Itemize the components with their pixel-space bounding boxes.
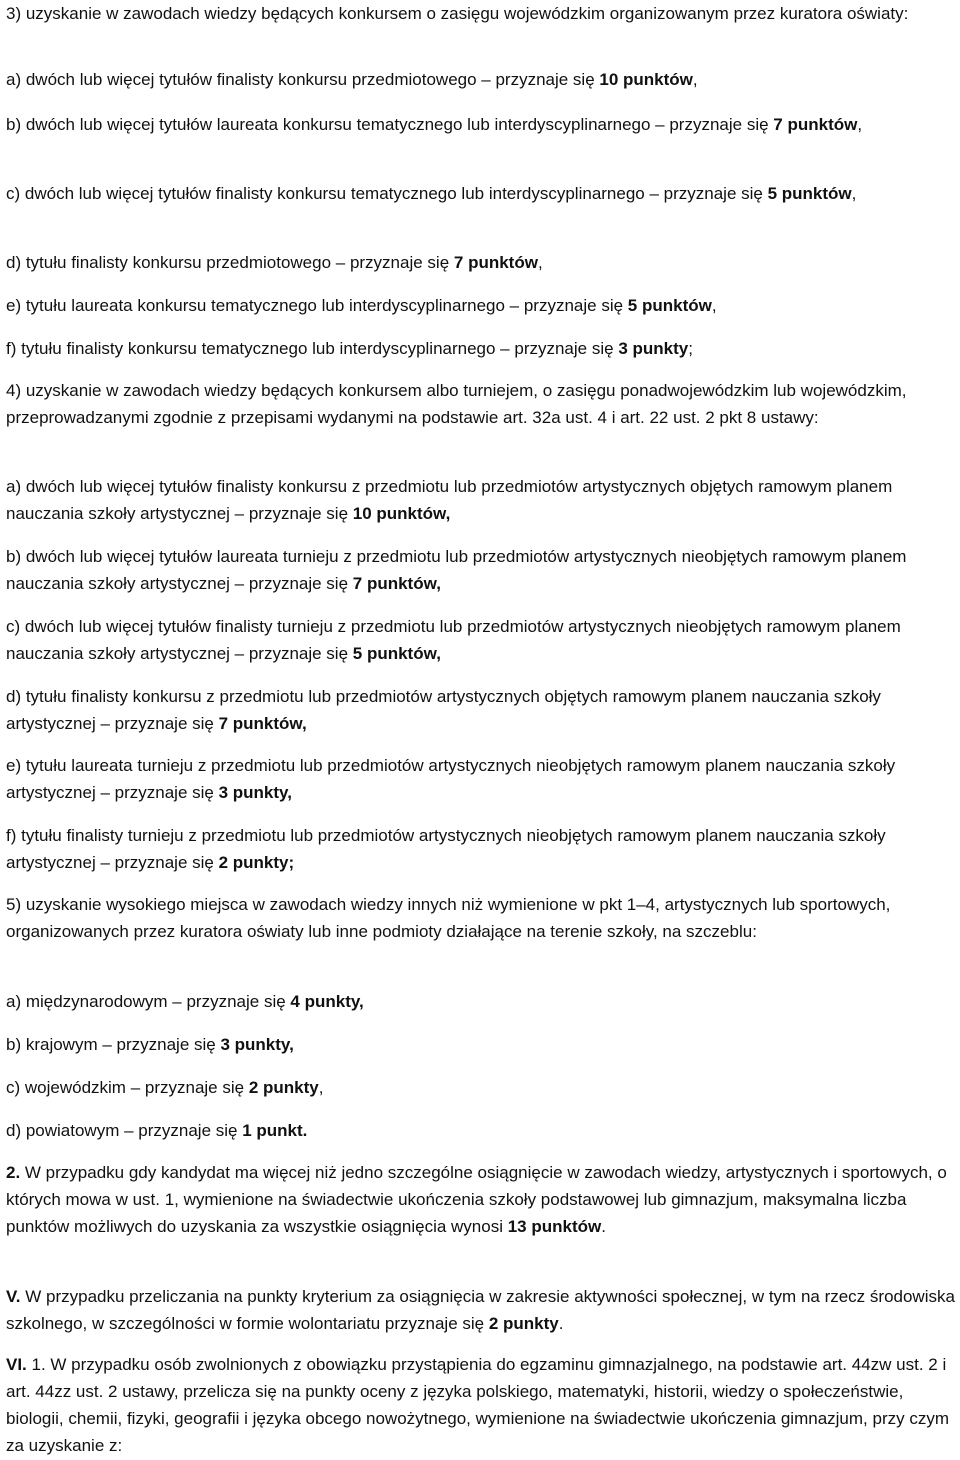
text-run: e) tytułu laureata turnieju z przedmiotu lub przedmiotów artystycznych nieobjętych ramowym planem nauczania szkoły artystycznej – przyznaje się [6, 756, 896, 802]
bold-text: 2. [6, 1163, 21, 1182]
paragraph-p3d [6, 249, 958, 276]
paragraph-p5 [6, 891, 958, 945]
text-run: , [692, 70, 698, 89]
bold-text: 5 punktów, [352, 644, 441, 663]
text-run: W przypadku gdy kandydat ma więcej niż jedno szczególne osiągnięcie w zawodach wiedzy, artystycznych i sportowych, o których mowa w ust. 1, wymienione na świadectwie ukończenia szkoły podstawowej lub gimnazjum, maksymalna liczba punktów możliwych do uzyskania za wszystkie osiągnięcia wynosi [6, 1163, 947, 1236]
text-run: , [318, 1078, 324, 1097]
text-run: . [558, 1314, 564, 1333]
paragraph-p4d [6, 683, 958, 737]
bold-text: 4 punkty, [290, 992, 364, 1011]
text-run: f) tytułu finalisty konkursu tematycznego lub interdyscyplinarnego – przyznaje się [6, 339, 619, 358]
text-run: a) międzynarodowym – przyznaje się [6, 992, 291, 1011]
bold-text: V. [6, 1287, 21, 1306]
paragraph-p5a [6, 988, 958, 1015]
text-run: d) powiatowym – przyznaje się [6, 1121, 243, 1140]
bold-text: 3 punkty, [220, 1035, 294, 1054]
bold-text: 1 punkt. [242, 1121, 308, 1140]
text-run: b) dwóch lub więcej tytułów laureata turnieju z przedmiotu lub przedmiotów artystycznych nieobjętych ramowym planem nauczania szkoły artystycznej – przyznaje się [6, 547, 907, 593]
text-run: 4) uzyskanie w zawodach wiedzy będących konkursem albo turniejem, o zasięgu ponadwojewódzkim lub wojewódzkim, przeprowadzanymi zgodnie z przepisami wydanymi na podstawie art. 32a ust. 4 i art. 22 ust. 2 pkt 8 ustawy: [6, 381, 907, 427]
bold-text: 10 punktów, [352, 504, 451, 523]
paragraph-p3a [6, 66, 958, 93]
text-run: , [851, 184, 857, 203]
text-run: b) dwóch lub więcej tytułów laureata konkursu tematycznego lub interdyscyplinarnego – przyznaje się [6, 115, 774, 134]
bold-text: 7 punktów [453, 253, 538, 272]
bold-text: 13 punktów [507, 1217, 602, 1236]
paragraph-p4a [6, 473, 958, 527]
text-run: a) dwóch lub więcej tytułów finalisty konkursu z przedmiotu lub przedmiotów artystycznych objętych ramowym planem nauczania szkoły artystycznej – przyznaje się [6, 477, 893, 523]
text-run: W przypadku przeliczania na punkty kryterium za osiągnięcia w zakresie aktywności społecznej, w tym na rzecz środowiska szkolnego, w szczególności w formie wolontariatu przyznaje się [6, 1287, 955, 1333]
bold-text: 2 punkty [248, 1078, 319, 1097]
bold-text: 7 punktów [773, 115, 858, 134]
paragraph-p4b [6, 543, 958, 597]
paragraph-p4c [6, 613, 958, 667]
text-run: 5) uzyskanie wysokiego miejsca w zawodach wiedzy innych niż wymienione w pkt 1–4, artystycznych lub sportowych, organizowanych przez kuratora oświaty lub inne podmioty działające na terenie szkoły, na szczeblu: [6, 895, 891, 941]
paragraph-p3b [6, 111, 958, 138]
paragraph-p5d [6, 1117, 958, 1144]
bold-text: 7 punktów, [218, 714, 307, 733]
text-run: . [601, 1217, 606, 1236]
text-run: d) tytułu finalisty konkursu przedmiotowego – przyznaje się [6, 253, 454, 272]
paragraph-p3c [6, 180, 958, 207]
paragraph-p3 [6, 0, 958, 27]
text-run: e) tytułu laureata konkursu tematycznego lub interdyscyplinarnego – przyznaje się [6, 296, 628, 315]
paragraph-sVI [6, 1351, 958, 1459]
paragraph-p4f [6, 822, 958, 876]
paragraph-p3e [6, 292, 958, 319]
bold-text: 7 punktów, [352, 574, 441, 593]
bold-text: 3 punkty, [218, 783, 292, 802]
text-run: c) dwóch lub więcej tytułów finalisty turnieju z przedmiotu lub przedmiotów artystycznych nieobjętych ramowym planem nauczania szkoły artystycznej – przyznaje się [6, 617, 901, 663]
text-run: , [857, 115, 863, 134]
paragraph-p4e [6, 752, 958, 806]
paragraph-p3f [6, 335, 958, 362]
text-run: c) dwóch lub więcej tytułów finalisty konkursu tematycznego lub interdyscyplinarnego – przyznaje się [6, 184, 768, 203]
paragraph-s2 [6, 1159, 958, 1240]
text-run: f) tytułu finalisty turnieju z przedmiotu lub przedmiotów artystycznych nieobjętych ramowym planem nauczania szkoły artystycznej – przyznaje się [6, 826, 886, 872]
text-run: d) tytułu finalisty konkursu z przedmiotu lub przedmiotów artystycznych objętych ramowym planem nauczania szkoły artystycznej – przyznaje się [6, 687, 881, 733]
paragraph-p4 [6, 377, 958, 431]
paragraph-p5c [6, 1074, 958, 1101]
text-run: 1. W przypadku osób zwolnionych z obowiązku przystąpienia do egzaminu gimnazjalnego, na podstawie art. 44zw ust. 2 i art. 44zz ust. 2 ustawy, przelicza się na punkty oceny z języka polskiego, matematyki, historii, wiedzy o społeczeństwie, biologii, chemii, fizyki, geografii i języka obcego nowożytnego, wymienione na świadectwie ukończenia gimnazjum, przy czym za uzyskanie z: [6, 1355, 949, 1455]
text-run: 3) uzyskanie w zawodach wiedzy będących konkursem o zasięgu wojewódzkim organizowanym przez kuratora oświaty: [6, 4, 909, 23]
bold-text: VI. [6, 1355, 32, 1374]
text-run: , [711, 296, 717, 315]
bold-text: 2 punkty [488, 1314, 559, 1333]
text-run: a) dwóch lub więcej tytułów finalisty konkursu przedmiotowego – przyznaje się [6, 70, 600, 89]
bold-text: 3 punkty [618, 339, 689, 358]
paragraph-p5b [6, 1031, 958, 1058]
paragraph-sV [6, 1283, 958, 1337]
text-run: c) wojewódzkim – przyznaje się [6, 1078, 249, 1097]
text-run: , [537, 253, 543, 272]
bold-text: 2 punkty; [218, 853, 295, 872]
bold-text: 5 punktów [767, 184, 852, 203]
text-run: b) krajowym – przyznaje się [6, 1035, 221, 1054]
bold-text: 10 punktów [599, 70, 693, 89]
text-run: ; [688, 339, 693, 358]
bold-text: 5 punktów [627, 296, 712, 315]
